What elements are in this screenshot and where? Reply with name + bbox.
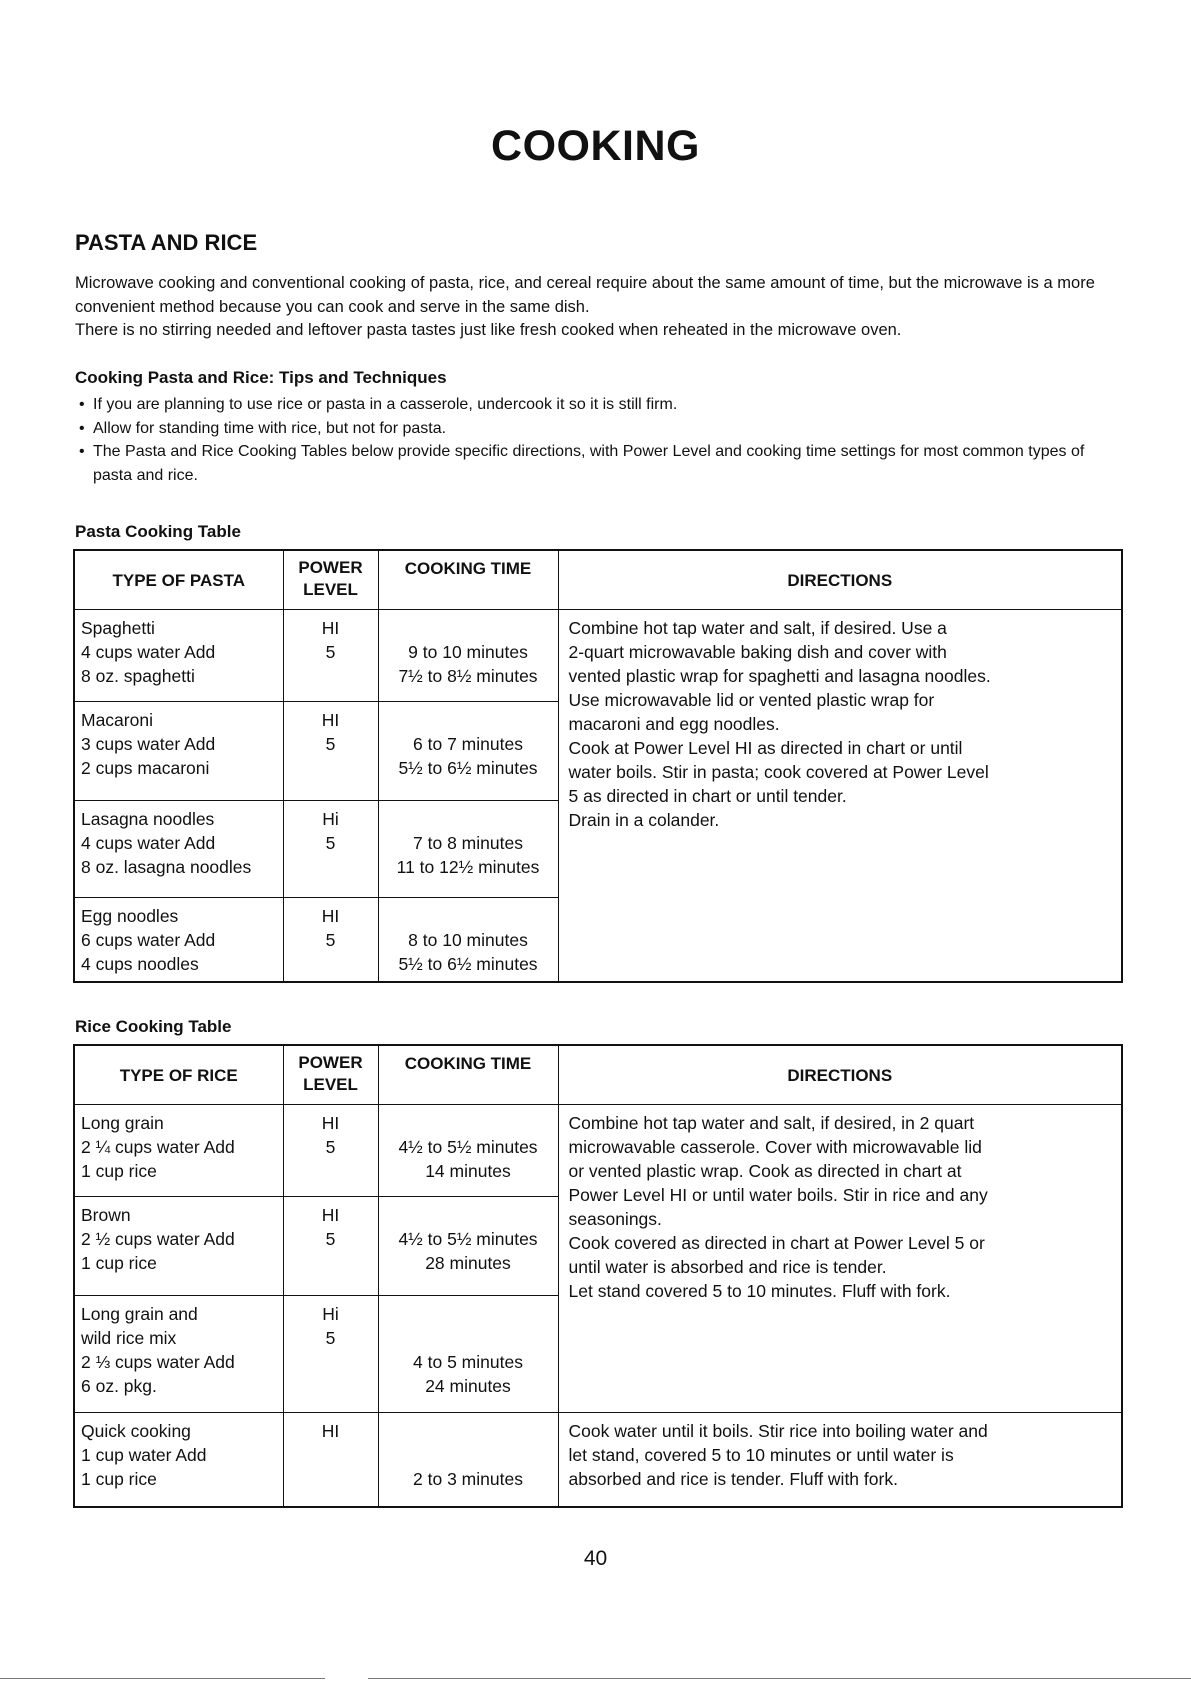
pasta-table-caption: Pasta Cooking Table bbox=[75, 522, 241, 541]
cell-line: 6 oz. pkg. bbox=[81, 1375, 157, 1396]
cell-line: 1 cup rice bbox=[81, 1252, 157, 1273]
rice-table-caption: Rice Cooking Table bbox=[75, 1017, 232, 1036]
directions-line: let stand, covered 5 to 10 minutes or until water is bbox=[568, 1444, 954, 1465]
cell-line: 7½ to 8½ minutes bbox=[398, 665, 538, 686]
cell-cooking-time bbox=[378, 1104, 558, 1196]
tip-item bbox=[75, 417, 1120, 441]
directions-line: 5 as directed in chart or until tender. bbox=[568, 785, 847, 806]
cell-directions bbox=[558, 1104, 1122, 1412]
cell-line: Lasagna noodles bbox=[81, 808, 215, 829]
cell-cooking-time bbox=[378, 1412, 558, 1507]
header-power-line: POWER bbox=[298, 558, 363, 577]
directions-line: Power Level HI or until water boils. Stir in rice and any bbox=[568, 1184, 988, 1205]
section-title: PASTA AND RICE bbox=[75, 230, 258, 255]
cell-line: 2 to 3 minutes bbox=[413, 1468, 523, 1489]
cell-line: 24 minutes bbox=[425, 1375, 511, 1396]
cell-cooking-time bbox=[378, 800, 558, 897]
cell-line: HI bbox=[321, 1112, 340, 1133]
blank-line bbox=[379, 904, 558, 928]
cell-line: 4 cups noodles bbox=[81, 953, 199, 974]
table-row bbox=[74, 1104, 1122, 1196]
blank-line bbox=[379, 1111, 558, 1135]
table-header-row bbox=[74, 550, 1122, 609]
cell-cooking-time bbox=[378, 897, 558, 982]
table-header-row bbox=[74, 1045, 1122, 1104]
cell-line: Spaghetti bbox=[81, 617, 155, 638]
header-power-line: LEVEL bbox=[303, 1075, 358, 1094]
blank-line bbox=[379, 616, 558, 640]
table-row bbox=[74, 609, 1122, 701]
cell-line: 4 to 5 minutes bbox=[413, 1351, 523, 1372]
cell-type bbox=[74, 1295, 283, 1412]
cell-line: Egg noodles bbox=[81, 905, 179, 926]
tip-text: If you are planning to use rice or pasta in a casserole, undercook it so it is still firm. bbox=[93, 396, 678, 413]
cell-power-level bbox=[283, 1412, 378, 1507]
cell-type bbox=[74, 1196, 283, 1295]
cell-line: 4½ to 5½ minutes bbox=[398, 1228, 538, 1249]
tip-item bbox=[75, 440, 1120, 487]
cell-line: Long grain bbox=[81, 1112, 164, 1133]
cell-line: Macaroni bbox=[81, 709, 153, 730]
cell-line: 1 cup rice bbox=[81, 1468, 157, 1489]
cell-line: 28 minutes bbox=[425, 1252, 511, 1273]
cell-power-level bbox=[283, 1104, 378, 1196]
intro-paragraph: Microwave cooking and conventional cooking of pasta, rice, and cereal require about the same amount of time, but the microwave is a more convenient method because you can cook and serve in the same dish. bbox=[75, 274, 1095, 316]
cell-line: 5 bbox=[325, 641, 336, 662]
pasta-cooking-table bbox=[73, 549, 1123, 983]
cell-line: 1 cup rice bbox=[81, 1160, 157, 1181]
header-type: TYPE OF RICE bbox=[74, 1045, 283, 1104]
blank-line bbox=[379, 1203, 558, 1227]
cell-line: 8 oz. spaghetti bbox=[81, 665, 195, 686]
cell-line: 2 cups macaroni bbox=[81, 757, 210, 778]
cell-line: 5½ to 6½ minutes bbox=[398, 953, 538, 974]
header-directions: DIRECTIONS bbox=[558, 1045, 1122, 1104]
cell-line: 1 cup water Add bbox=[81, 1444, 207, 1465]
header-power-level bbox=[283, 1045, 378, 1104]
tip-item bbox=[75, 393, 1120, 417]
directions-line: 2-quart microwavable baking dish and cover with bbox=[568, 641, 947, 662]
cell-line: 5 bbox=[325, 1228, 336, 1249]
cell-line: 5½ to 6½ minutes bbox=[398, 757, 538, 778]
table-row bbox=[74, 1412, 1122, 1507]
directions-line: microwavable casserole. Cover with microwavable lid bbox=[568, 1136, 982, 1157]
cell-line: 8 oz. lasagna noodles bbox=[81, 856, 252, 877]
cell-line: Long grain and bbox=[81, 1303, 198, 1324]
cell-cooking-time bbox=[378, 1295, 558, 1412]
cell-line: HI bbox=[321, 1420, 340, 1441]
footer-rule bbox=[0, 1678, 325, 1679]
directions-line: Cook covered as directed in chart at Power Level 5 or bbox=[568, 1232, 985, 1253]
cell-type bbox=[74, 1104, 283, 1196]
cell-line: 5 bbox=[325, 1327, 336, 1348]
cell-line: Quick cooking bbox=[81, 1420, 191, 1441]
cell-cooking-time bbox=[378, 1196, 558, 1295]
header-power-line: POWER bbox=[298, 1053, 363, 1072]
cell-line: Hi bbox=[322, 808, 339, 829]
directions-line: Combine hot tap water and salt, if desired. Use a bbox=[568, 617, 947, 638]
directions-line: seasonings. bbox=[568, 1208, 662, 1229]
cell-directions bbox=[558, 609, 1122, 982]
cell-line: 4 cups water Add bbox=[81, 641, 216, 662]
directions-line: vented plastic wrap for spaghetti and lasagna noodles. bbox=[568, 665, 991, 686]
header-directions: DIRECTIONS bbox=[558, 550, 1122, 609]
directions-line: absorbed and rice is tender. Fluff with fork. bbox=[568, 1468, 898, 1489]
cell-line: 4 cups water Add bbox=[81, 832, 216, 853]
cell-power-level bbox=[283, 1196, 378, 1295]
cell-type bbox=[74, 1412, 283, 1507]
cell-line: HI bbox=[321, 617, 340, 638]
cell-line: 3 cups water Add bbox=[81, 733, 216, 754]
cell-line: 8 to 10 minutes bbox=[408, 929, 528, 950]
cell-line: 4½ to 5½ minutes bbox=[398, 1136, 538, 1157]
cell-type bbox=[74, 800, 283, 897]
cell-line: 5 bbox=[325, 929, 336, 950]
bullet-icon: • bbox=[79, 443, 85, 460]
cell-line: Hi bbox=[322, 1303, 339, 1324]
rice-cooking-table bbox=[73, 1044, 1123, 1508]
intro-paragraph: There is no stirring needed and leftover pasta tastes just like fresh cooked when reheated in the microwave oven. bbox=[75, 321, 902, 339]
header-power-line: LEVEL bbox=[303, 580, 358, 599]
tips-heading: Cooking Pasta and Rice: Tips and Techniques bbox=[75, 368, 447, 387]
cell-line: 5 bbox=[325, 832, 336, 853]
cell-line: 2 ½ cups water Add bbox=[81, 1228, 235, 1249]
cell-line: 5 bbox=[325, 733, 336, 754]
cell-line: HI bbox=[321, 1204, 340, 1225]
cell-type bbox=[74, 609, 283, 701]
intro-text bbox=[75, 272, 1120, 343]
header-power-level bbox=[283, 550, 378, 609]
directions-line: Cook water until it boils. Stir rice into boiling water and bbox=[568, 1420, 988, 1441]
cell-line: 11 to 12½ minutes bbox=[396, 856, 540, 877]
footer-rule bbox=[368, 1678, 1191, 1679]
page-title: COOKING bbox=[491, 122, 700, 170]
cell-line: 7 to 8 minutes bbox=[413, 832, 523, 853]
cell-line: 5 bbox=[325, 1136, 336, 1157]
directions-line: until water is absorbed and rice is tender. bbox=[568, 1256, 887, 1277]
cell-line: 9 to 10 minutes bbox=[408, 641, 528, 662]
directions-line: or vented plastic wrap. Cook as directed in chart at bbox=[568, 1160, 962, 1181]
cell-power-level bbox=[283, 701, 378, 800]
cell-power-level bbox=[283, 897, 378, 982]
cell-line: 14 minutes bbox=[425, 1160, 511, 1181]
cell-type bbox=[74, 897, 283, 982]
cell-line: HI bbox=[321, 709, 340, 730]
blank-line bbox=[379, 1326, 558, 1350]
cell-line: 6 to 7 minutes bbox=[413, 733, 523, 754]
blank-line bbox=[379, 1419, 558, 1443]
header-type: TYPE OF PASTA bbox=[74, 550, 283, 609]
cell-line: Brown bbox=[81, 1204, 131, 1225]
directions-line: Drain in a colander. bbox=[568, 809, 720, 830]
cell-power-level bbox=[283, 609, 378, 701]
tips-list bbox=[75, 393, 1120, 487]
directions-line: Combine hot tap water and salt, if desired, in 2 quart bbox=[568, 1112, 975, 1133]
tip-text: The Pasta and Rice Cooking Tables below provide specific directions, with Power Level and cooking time settings for most common types of pasta and rice. bbox=[93, 443, 1085, 484]
bullet-icon: • bbox=[79, 396, 85, 413]
blank-line bbox=[379, 807, 558, 831]
cell-power-level bbox=[283, 1295, 378, 1412]
header-cooking-time: COOKING TIME bbox=[378, 1045, 558, 1104]
cell-directions bbox=[558, 1412, 1122, 1507]
header-cooking-time: COOKING TIME bbox=[378, 550, 558, 609]
cell-line: HI bbox=[321, 905, 340, 926]
cell-line: 2 ¼ cups water Add bbox=[81, 1136, 235, 1157]
cell-cooking-time bbox=[378, 609, 558, 701]
directions-line: macaroni and egg noodles. bbox=[568, 713, 780, 734]
blank-line bbox=[379, 708, 558, 732]
cell-power-level bbox=[283, 800, 378, 897]
blank-line bbox=[379, 1443, 558, 1467]
directions-line: Use microwavable lid or vented plastic wrap for bbox=[568, 689, 935, 710]
cell-line: wild rice mix bbox=[81, 1327, 177, 1348]
directions-line: Cook at Power Level HI as directed in chart or until bbox=[568, 737, 963, 758]
cell-cooking-time bbox=[378, 701, 558, 800]
page-number: 40 bbox=[583, 1547, 608, 1570]
blank-line bbox=[379, 1302, 558, 1326]
bullet-icon: • bbox=[79, 419, 85, 437]
tip-text: Allow for standing time with rice, but not for pasta. bbox=[93, 419, 447, 437]
directions-line: Let stand covered 5 to 10 minutes. Fluff with fork. bbox=[568, 1280, 951, 1301]
cell-line: 2 ⅓ cups water Add bbox=[81, 1351, 235, 1372]
cell-line: 6 cups water Add bbox=[81, 929, 216, 950]
directions-line: water boils. Stir in pasta; cook covered at Power Level bbox=[568, 761, 989, 782]
cell-type bbox=[74, 701, 283, 800]
